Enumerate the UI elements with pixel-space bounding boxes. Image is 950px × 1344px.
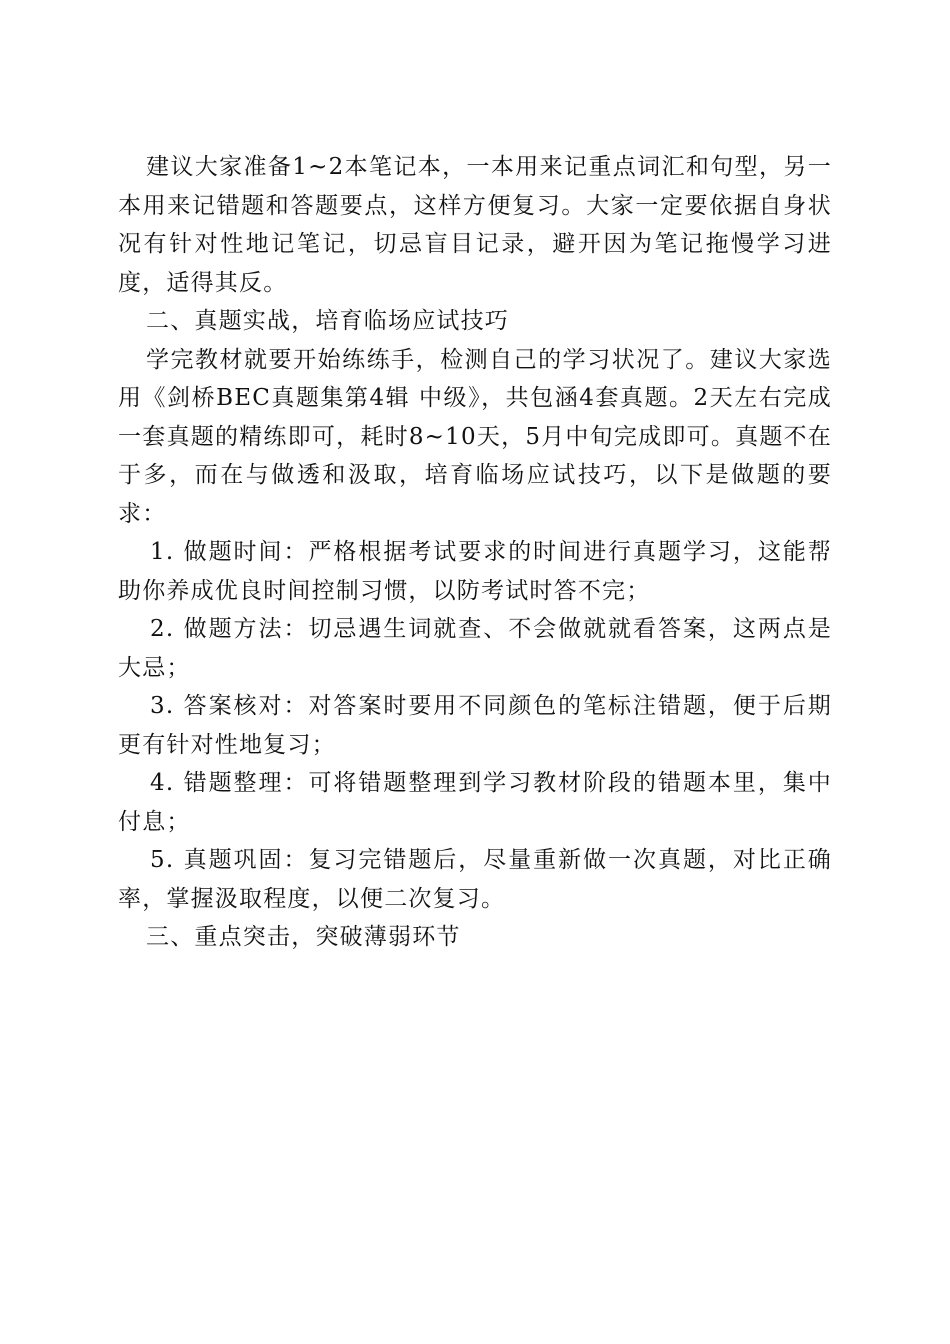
list-item-3: 3. 答案核对：对答案时要用不同颜色的笔标注错题，便于后期更有针对性地复习； xyxy=(118,693,832,758)
section-heading-3: 三、重点突击，突破薄弱环节 xyxy=(146,924,461,950)
section-heading-2: 二、真题实战，培育临场应试技巧 xyxy=(146,308,509,334)
list-item-2: 2. 做题方法：切忌遇生词就查、不会做就就看答案，这两点是大忌； xyxy=(118,616,832,681)
list-item-4: 4. 错题整理：可将错题整理到学习教材阶段的错题本里，集中付息； xyxy=(118,770,832,835)
list-item-5: 5. 真题巩固：复习完错题后，尽量重新做一次真题，对比正确率，掌握汲取程度，以便二次复习。 xyxy=(118,847,832,912)
paragraph-practice-intro: 学完教材就要开始练练手，检测自己的学习状况了。建议大家选用《剑桥BEC真题集第4辑 中级》，共包涵4套真题。2天左右完成一套真题的精练即可，耗时8~10天，5月中旬完成即可。真题不在于多，而在与做透和汲取，培育临场应试技巧，以下是做题的要求： xyxy=(118,346,832,527)
paragraph-notebook-advice: 建议大家准备1~2本笔记本，一本用来记重点词汇和句型，另一本用来记错题和答题要点，这样方便复习。大家一定要依据自身状况有针对性地记笔记，切忌盲目记录，避开因为笔记拖慢学习进度，适得其反。 xyxy=(118,154,832,296)
list-item-1: 1. 做题时间：严格根据考试要求的时间进行真题学习，这能帮助你养成优良时间控制习惯，以防考试时答不完； xyxy=(118,539,832,604)
document-page xyxy=(118,148,832,957)
